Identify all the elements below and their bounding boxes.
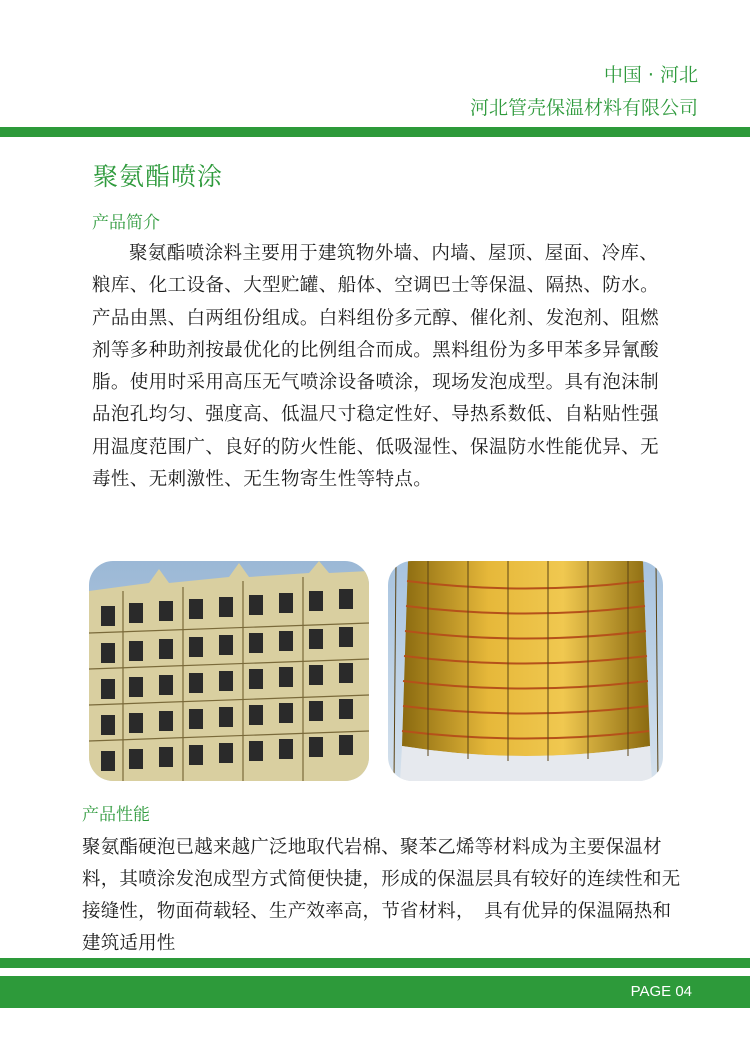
- building-photo-illustration: [89, 561, 369, 781]
- performance-heading: 产品性能: [82, 805, 150, 825]
- tank-photo: [388, 561, 663, 781]
- top-divider-bar: [0, 127, 750, 137]
- intro-heading: 产品简介: [92, 213, 160, 233]
- building-photo: [89, 561, 369, 781]
- page-number: PAGE 04: [630, 983, 692, 1000]
- bottom-divider-bar: [0, 958, 750, 968]
- intro-paragraph: 聚氨酯喷涂料主要用于建筑物外墙、内墙、屋顶、屋面、冷库、粮库、化工设备、大型贮罐、船体、空调巴士等保温、隔热、防水。产品由黑、白两组份组成。白料组份多元醇、催化剂、发泡剂、阻燃剂等多种助剂按最优化的比例组合而成。黑料组份为多甲苯多异氰酸脂。使用时采用高压无气喷涂设备喷涂，现场发泡成型。具有泡沫制品泡孔均匀、强度高、低温尺寸稳定性好、导热系数低、自粘贴性强用温度范围广、良好的防火性能、低吸湿性、保温防水性能优异、无毒性、无刺激性、无生物寄生性等特点。: [92, 243, 660, 491]
- header-region: 中国 · 河北: [603, 64, 698, 86]
- page-title: 聚氨酯喷涂: [93, 162, 224, 191]
- performance-paragraph: 聚氨酯硬泡已越来越广泛地取代岩棉、聚苯乙烯等材料成为主要保温材料，其喷涂发泡成型方式简便快捷，形成的保温层具有较好的连续性和无接缝性，物面荷载轻、生产效率高，节省材料， 具有优异的保温隔热和建筑适用性: [82, 837, 681, 954]
- tank-photo-illustration: [388, 561, 663, 781]
- company-name: 河北管壳保温材料有限公司: [469, 97, 698, 119]
